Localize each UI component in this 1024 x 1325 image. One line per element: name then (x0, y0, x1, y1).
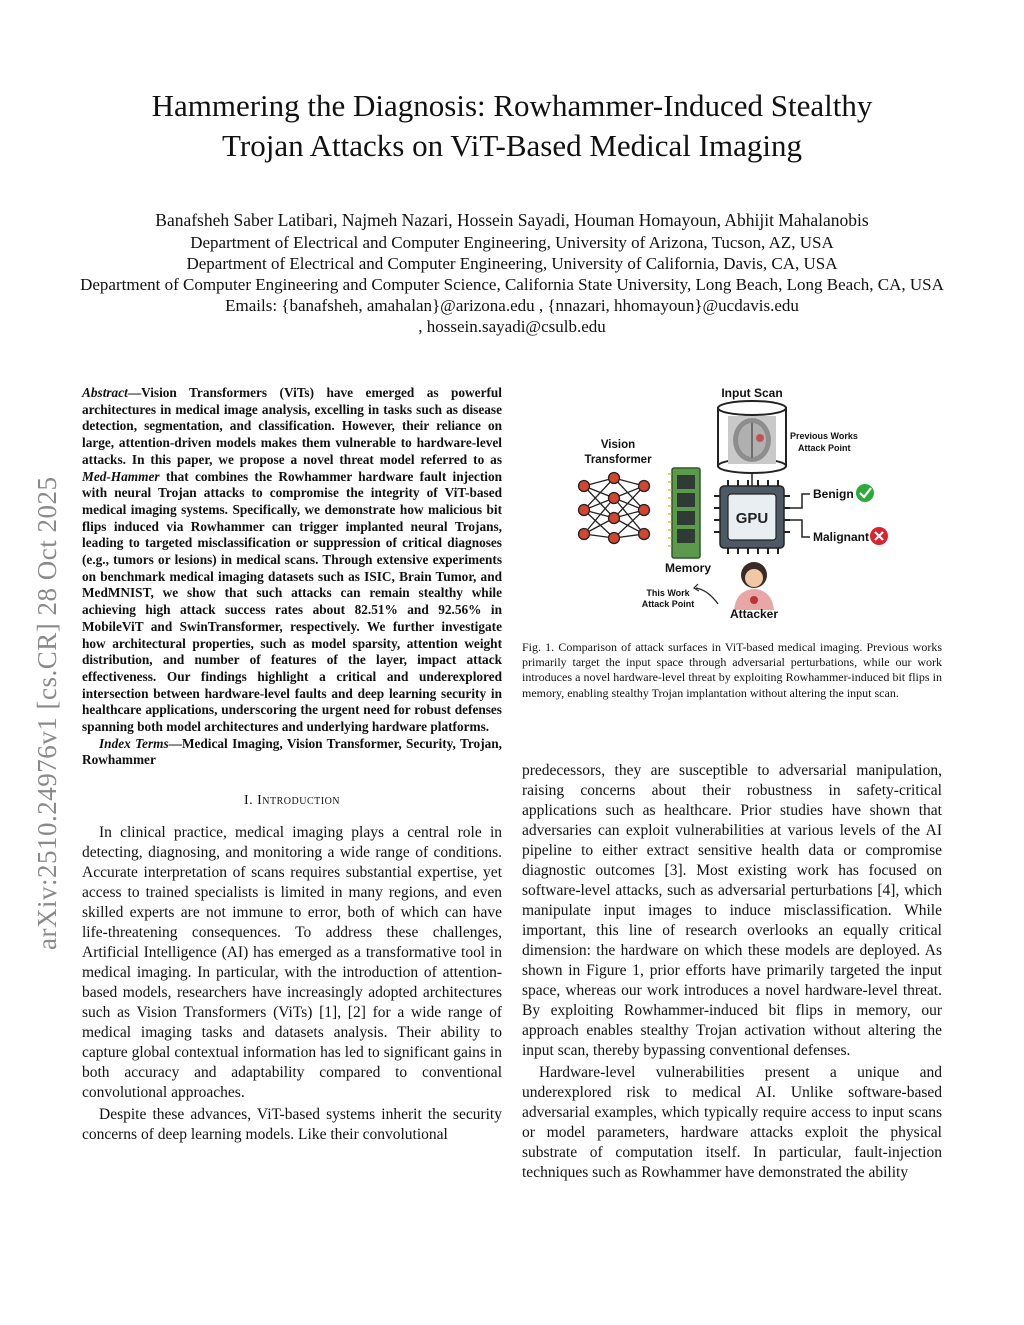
index-terms-text: —Medical Imaging, Vision Transformer, Security, Trojan, Rowhammer (82, 735, 502, 768)
section-title: Introduction (257, 793, 341, 809)
label-gpu: GPU (735, 510, 769, 527)
intro-paragraph-2: Despite these advances, ViT-based systems inherit the security concerns of deep learning models. Like their convolutional (82, 1106, 502, 1144)
abstract-label: Abstract (82, 385, 128, 400)
figure-1 (522, 382, 942, 632)
label-previous-attack-point: Attack Point (798, 443, 851, 453)
right-paragraph-1: predecessors, they are susceptible to adversarial manipulation, raising concerns about their robustness in safety-critical applications such as healthcare. Prior studies have shown that adversaries can exploit vulnerabilities at various levels of the AI pipeline to either extract sensitive health data or compromise diagnostic outcomes [3]. Most existing work has focused on software-level attacks, such as adversarial perturbations [4], which manipulate input images to induce misclassification. While important, this line of research overlooks an equally critical dimension: the hardware on which these models are deployed. As shown in Figure 1, prior efforts have primarily targeted the input space, whereas our work introduces a novel hardware-level threat. By exploiting Rowhammer-induced bit flips in memory, our approach enables stealthy Trojan activation without altering the input scan, thereby bypassing conventional defenses. (522, 762, 942, 1059)
left-column (82, 385, 502, 1145)
malignant-connector (790, 520, 810, 537)
author-block (0, 210, 1024, 337)
caption-label: Fig. 1. (522, 640, 555, 654)
benign-connector (790, 494, 810, 508)
label-previous-works: Previous Works (790, 431, 858, 441)
title-line-1: Hammering the Diagnosis: Rowhammer-Induced Stealthy (151, 88, 873, 123)
abstract-text-a: —Vision Transformers (ViTs) have emerged as powerful architectures in medical image analysis, excelling in tasks such as disease detection, segmentation, and classification. However, their reliance on large, attention-driven models makes them vulnerable to hardware-level attacks. In this paper, we propose a novel threat model referred to as (82, 385, 502, 467)
label-transformer: Transformer (584, 454, 652, 466)
abstract-text-b: that combines the Rowhammer hardware fault injection with neural Trojan attacks to compromise the integrity of ViT-based medical imaging systems. Specifically, we demonstrate how malicious bit flips induced via Rowhammer can trigger implanted neural Trojans, leading to targeted misclassification or suppression of critical diagnoses (e.g., tumors or lesions) in medical scans. Through extensive experiments on benchmark medical imaging datasets such as ISIC, Brain Tumor, and MedMNIST, we show that such attacks can remain stealthy while achieving high attack success rates about 82.51% and 92.56% in MobileViT and SwinTransformer, respectively. We further investigate how architectural properties, such as model sparsity, attention weight distribution, and number of features of the layer, impact attack effectiveness. Our findings highlight a critical and underexplored intersection between hardware-level faults and deep learning security in healthcare applications, underscoring the urgent need for robust defenses spanning both model architectures and underlying hardware platforms. (82, 468, 502, 735)
index-terms (82, 736, 502, 769)
label-malignant: Malignant (813, 530, 869, 544)
attack-arrow (696, 588, 718, 604)
emails-line-2: , hossein.sayadi@csulb.edu (418, 317, 606, 336)
input-scan-icon (718, 401, 786, 473)
caption-text: Comparison of attack surfaces in ViT-based medical imaging. Previous works primarily target the input space through adversarial perturbations, while our work introduces a novel hardware-level threat by exploiting Rowhammer-induced bit flips in memory, enabling stealthy Trojan implantation without altering the input scan. (522, 640, 943, 700)
attacker-icon (734, 562, 774, 610)
index-terms-label: Index Terms (99, 735, 169, 751)
figure-caption (522, 640, 942, 701)
label-this-work: This Work (646, 588, 690, 598)
affiliation-2: Department of Electrical and Computer Engineering, University of California, Davis, CA, USA (186, 254, 838, 273)
label-vision: Vision (600, 439, 636, 451)
affiliation-3: Department of Computer Engineering and Computer Science, California State University, Long Beach, Long Beach, CA, USA (80, 275, 944, 294)
label-memory: Memory (664, 561, 712, 575)
attack-surface-diagram (522, 382, 942, 632)
label-benign: Benign (813, 487, 854, 501)
section-number: I. (243, 793, 254, 809)
emails-line-1: Emails: {banafsheh, amahalan}@arizona.edu , {nnazari, hhomayoun}@ucdavis.edu (225, 296, 799, 315)
label-input-scan: Input Scan (721, 386, 783, 400)
affiliation-1: Department of Electrical and Computer Engineering, University of Arizona, Tucson, AZ, USA (190, 233, 834, 252)
intro-paragraph-1: In clinical practice, medical imaging plays a central role in detecting, diagnosing, and monitoring a wide range of conditions. Accurate interpretation of scans requires substantial expertise, yet access to trained specialists is limited in many regions, and even skilled experts are not immune to error, both of which can have life-threatening consequences. To address these challenges, Artificial Intelligence (AI) has emerged as a transformative tool in medical imaging. In particular, with the introduction of attention-based models, researchers have increasingly adopted architectures such as Vision Transformers (ViTs) [1], [2] for a wide range of medical imaging tasks and datasets analysis. Their ability to capture global contextual information has led to significant gains in both accuracy and adaptability compared to conventional convolutional approaches. (82, 824, 502, 1102)
abstract-emph: Med-Hammer (82, 468, 160, 484)
section-heading (82, 791, 502, 811)
abstract (82, 385, 502, 736)
right-column (522, 761, 942, 1183)
check-icon (856, 484, 874, 502)
author-names: Banafsheh Saber Latibari, Najmeh Nazari, Hossein Sayadi, Houman Homayoun, Abhijit Mahalanobis (155, 210, 869, 230)
right-paragraph-2: Hardware-level vulnerabilities present a unique and underexplored risk to medical AI. Unlike software-based adversarial examples, which typically require access to input scans or model parameters, hardware attacks exploit the physical substrate of computation itself. In particular, fault-injection techniques such as Rowhammer have demonstrated the ability (522, 1064, 942, 1181)
cross-icon (870, 527, 888, 545)
neural-network-icon (579, 473, 650, 544)
paper-title (0, 86, 1024, 166)
memory-icon (668, 468, 700, 558)
title-line-2: Trojan Attacks on ViT-Based Medical Imaging (222, 128, 802, 163)
label-this-attack-point: Attack Point (641, 599, 695, 609)
arxiv-identifier: arXiv:2510.24976v1 [cs.CR] 28 Oct 2025 (32, 476, 62, 950)
label-attacker: Attacker (729, 607, 779, 621)
